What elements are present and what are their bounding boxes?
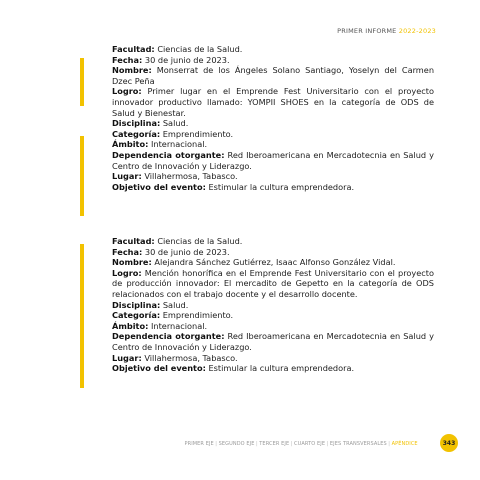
accent-bar bbox=[80, 244, 84, 388]
logro-line: Logro: Mención honorífica en el Emprende Fest Universitario con el proyecto de producción innovador: El mercadito de Gepetto en la categoría de ODS relacionados con el trabajo docente y el desarrollo docente. bbox=[112, 267, 434, 299]
ambito-line: Ámbito: Internacional. bbox=[112, 320, 208, 331]
nombre-line: Nombre: Alejandra Sánchez Gutiérrez, Isaac Alfonso González Vidal. bbox=[112, 257, 396, 268]
accent-bar bbox=[80, 136, 84, 216]
disciplina-line: Disciplina: Salud. bbox=[112, 299, 189, 310]
lugar-line: Lugar: Villahermosa, Tabasco. bbox=[112, 352, 238, 363]
facultad-line: Facultad: Ciencias de la Salud. bbox=[112, 44, 243, 54]
fecha-line: Fecha: 30 de junio de 2023. bbox=[112, 246, 230, 257]
nav-separator: | bbox=[215, 441, 218, 447]
report-years: 2022-2023 bbox=[398, 27, 436, 35]
award-entry bbox=[112, 44, 434, 192]
lugar-line: Lugar: Villahermosa, Tabasco. bbox=[112, 171, 238, 182]
logro-line: Logro: Primer lugar en el Emprende Fest Universitario con el proyecto innovador productivo llamado: YOMPII SHOES en la categoría de ODS de Salud y Bienestar. bbox=[112, 86, 434, 118]
ambito-line: Ámbito: Internacional. bbox=[112, 139, 208, 150]
fecha-line: Fecha: 30 de junio de 2023. bbox=[112, 54, 230, 65]
facultad-line: Facultad: Ciencias de la Salud. bbox=[112, 236, 243, 246]
nav-primer-eje[interactable]: PRIMER EJE bbox=[184, 441, 214, 447]
dependencia-line: Dependencia otorgante: Red Iberoamericana en Mercadotecnia en Salud y Centro de Innovación y Liderazgo. bbox=[112, 149, 434, 171]
award-entry bbox=[112, 236, 434, 374]
nombre-line: Nombre: Monserrat de los Ángeles Solano Santiago, Yoselyn del Carmen Dzec Peña bbox=[112, 65, 435, 86]
report-header bbox=[337, 27, 436, 35]
categoria-line: Categoría: Emprendimiento. bbox=[112, 310, 234, 321]
nav-separator: | bbox=[326, 441, 329, 447]
dependencia-line: Dependencia otorgante: Red Iberoamericana en Mercadotecnia en Salud y Centro de Innovación y Liderazgo. bbox=[112, 331, 434, 352]
section-nav bbox=[183, 441, 419, 447]
nav-apendice[interactable]: APÉNDICE bbox=[391, 441, 418, 447]
categoria-line: Categoría: Emprendimiento. bbox=[112, 128, 234, 139]
nav-separator: | bbox=[290, 441, 293, 447]
nav-ejes-transversales[interactable]: EJES TRANSVERSALES bbox=[329, 441, 387, 447]
objetivo-line: Objetivo del evento: Estimular la cultura emprendedora. bbox=[112, 363, 355, 374]
report-title: PRIMER INFORME bbox=[337, 27, 397, 35]
nav-tercer-eje[interactable]: TERCER EJE bbox=[259, 441, 290, 447]
nav-separator: | bbox=[255, 441, 258, 447]
nav-separator: | bbox=[388, 441, 391, 447]
disciplina-line: Disciplina: Salud. bbox=[112, 118, 189, 129]
nav-cuarto-eje[interactable]: CUARTO EJE bbox=[294, 441, 326, 447]
accent-bar bbox=[80, 58, 84, 106]
objetivo-line: Objetivo del evento: Estimular la cultura emprendedora. bbox=[112, 181, 355, 192]
page-number: 343 bbox=[442, 439, 456, 447]
page-number-badge bbox=[440, 434, 458, 452]
nav-segundo-eje[interactable]: SEGUNDO EJE bbox=[218, 441, 255, 447]
